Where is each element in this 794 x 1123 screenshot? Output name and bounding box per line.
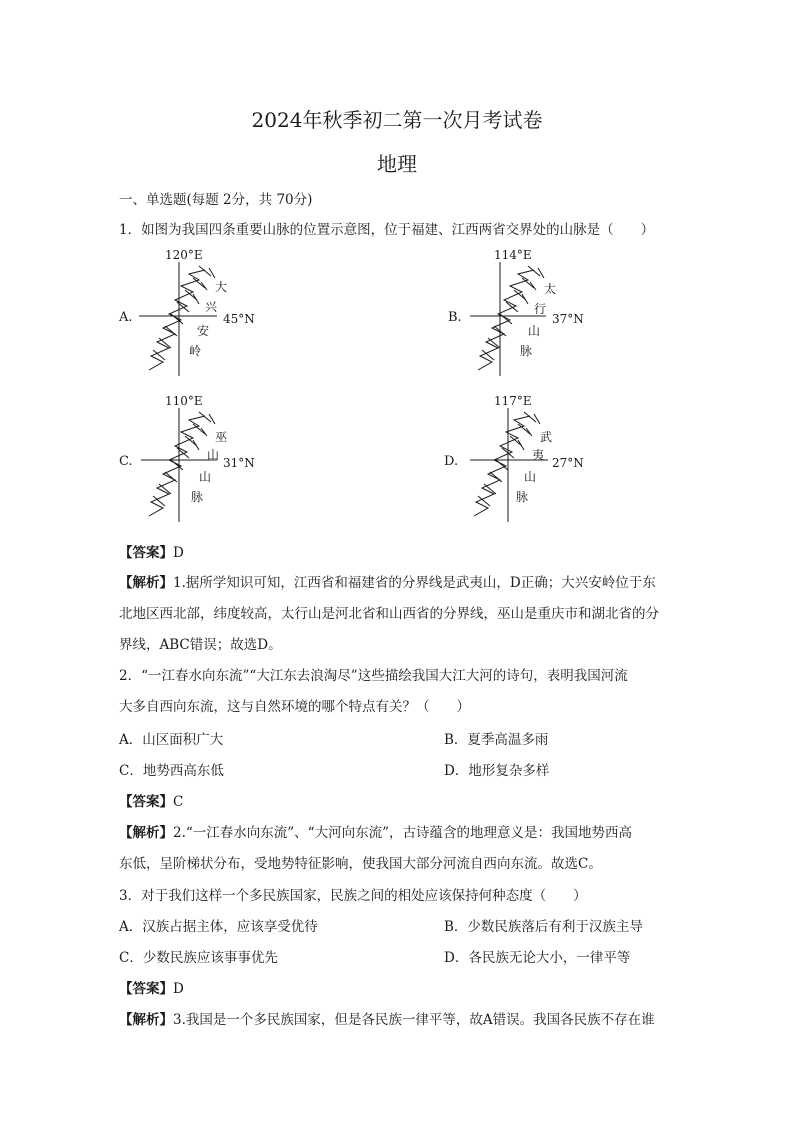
q1-option-d-char-4: 脉 — [516, 490, 529, 504]
q1-answer — [119, 541, 184, 561]
q1-option-c-char-2: 山 — [207, 448, 220, 462]
analysis-label: 【解析】 — [119, 575, 173, 591]
q1-option-d-longitude: 117°E — [494, 394, 532, 408]
q1-option-a-letter: A. — [119, 310, 133, 325]
q1-option-a-map — [119, 248, 319, 388]
analysis-label: 【解析】 — [119, 1012, 173, 1028]
q3-answer — [119, 977, 184, 997]
mountain-range-sketch — [448, 248, 648, 388]
q1-option-c-latitude: 31°N — [223, 456, 255, 470]
q1-option-b-char-2: 行 — [534, 302, 547, 316]
answer-label: 【答案】 — [119, 545, 173, 561]
q2-analysis-line-1 — [119, 821, 632, 841]
q1-option-b-char-1: 太 — [544, 282, 557, 296]
q1-option-a-char-1: 大 — [215, 280, 228, 294]
q1-option-a-char-4: 岭 — [189, 344, 202, 358]
q1-option-a-char-2: 兴 — [205, 300, 218, 314]
q1-option-c-map — [119, 394, 319, 534]
analysis-text: 3.我国是一个多民族国家，但是各民族一律平等，故A错误。我国各民族不存在谁 — [173, 1012, 655, 1028]
answer-label: 【答案】 — [119, 794, 173, 810]
mountain-range-sketch — [444, 394, 644, 534]
q3-stem: 3．对于我们这样一个多民族国家，民族之间的相处应该保持何种态度（ ） — [119, 888, 587, 904]
q1-option-d-char-2: 夷 — [532, 448, 545, 462]
exam-subject: 地理 — [377, 152, 417, 176]
q1-analysis-line-3: 界线，ABC错误；故选D。 — [119, 637, 282, 653]
q1-option-d-map — [444, 394, 644, 534]
q1-option-b-latitude: 37°N — [552, 312, 584, 326]
q1-stem: 1．如图为我国四条重要山脉的位置示意图，位于福建、江西两省交界处的山脉是（ ） — [119, 222, 655, 238]
q1-option-c-letter: C. — [119, 454, 133, 469]
q1-option-d-letter: D. — [444, 454, 459, 469]
q2-option-c: C．地势西高东低 — [119, 763, 224, 779]
exam-title: 2024年秋季初二第一次月考试卷 — [251, 108, 543, 132]
q1-option-b-char-3: 山 — [528, 324, 541, 338]
q3-option-d: D．各民族无论大小，一律平等 — [444, 950, 631, 966]
analysis-text: 2.“一江春水向东流”、“大河向东流”，古诗蕴含的地理意义是：我国地势西高 — [173, 825, 632, 841]
q2-option-b: B．夏季高温多雨 — [444, 732, 549, 748]
mountain-range-sketch — [119, 248, 319, 388]
q3-analysis-line-1 — [119, 1008, 655, 1028]
q1-option-c-longitude: 110°E — [165, 394, 203, 408]
q1-option-b-char-4: 脉 — [520, 344, 533, 358]
q1-option-a-char-3: 安 — [197, 324, 210, 338]
q1-option-d-char-1: 武 — [540, 430, 553, 444]
q3-option-c: C．少数民族应该事事优先 — [119, 950, 278, 966]
mountain-range-sketch — [119, 394, 319, 534]
q1-option-c-char-3: 山 — [199, 470, 212, 484]
answer-value: C — [173, 794, 184, 810]
section-heading: 一、单选题(每题 2分，共 70分) — [119, 192, 313, 208]
q2-answer — [119, 790, 183, 810]
answer-value: D — [173, 981, 184, 997]
q1-analysis-line-1 — [119, 571, 656, 591]
q2-analysis-line-2: 东低，呈阶梯状分布，受地势特征影响，使我国大部分河流自西向东流。故选C。 — [119, 856, 602, 872]
q3-option-a: A．汉族占据主体，应该享受优待 — [119, 919, 318, 935]
q2-option-a: A．山区面积广大 — [119, 732, 224, 748]
q1-option-d-char-3: 山 — [524, 470, 537, 484]
q3-option-b: B．少数民族落后有利于汉族主导 — [444, 919, 643, 935]
analysis-label: 【解析】 — [119, 825, 173, 841]
answer-label: 【答案】 — [119, 981, 173, 997]
q2-stem-line-2: 大多自西向东流，这与自然环境的哪个特点有关？（ ） — [119, 699, 470, 715]
q2-stem-line-1: 2．“一江春水向东流”“大江东去浪淘尽”这些描绘我国大江大河的诗句，表明我国河流 — [119, 668, 628, 684]
q1-option-d-latitude: 27°N — [552, 456, 584, 470]
q1-analysis-line-2: 北地区西北部，纬度较高，太行山是河北省和山西省的分界线，巫山是重庆市和湖北省的分 — [119, 606, 659, 622]
q2-option-d: D．地形复杂多样 — [444, 763, 550, 779]
q1-option-a-longitude: 120°E — [165, 248, 203, 262]
q1-option-b-letter: B. — [448, 310, 462, 325]
q1-option-b-map — [448, 248, 648, 388]
analysis-text: 1.据所学知识可知，江西省和福建省的分界线是武夷山，D正确；大兴安岭位于东 — [173, 575, 656, 591]
q1-option-b-longitude: 114°E — [494, 248, 532, 262]
q1-option-c-char-4: 脉 — [191, 490, 204, 504]
answer-value: D — [173, 545, 184, 561]
q1-option-a-latitude: 45°N — [223, 312, 255, 326]
q1-option-c-char-1: 巫 — [215, 430, 228, 444]
